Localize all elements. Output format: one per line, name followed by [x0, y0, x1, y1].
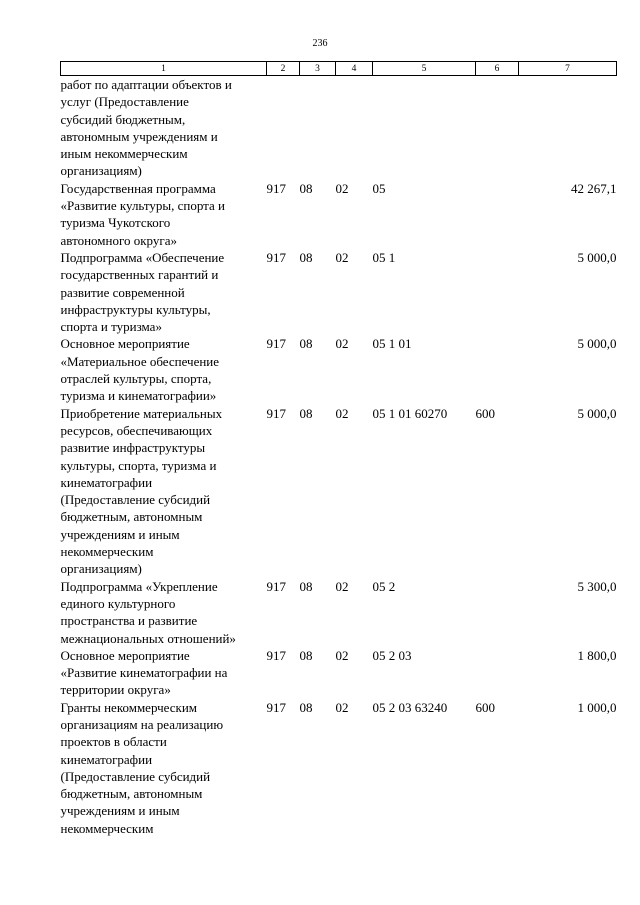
target-article-cell: 05 1 01 [372, 336, 412, 352]
subsection-code-cell: 02 [335, 249, 349, 265]
amount-cell: 5 000,0 [577, 336, 617, 352]
ministry-code-cell: 917 [266, 578, 286, 594]
row-name-cell: Подпрограмма «Укрепление единого культурного пространства и развитие межнациональных отношений» [60, 578, 236, 646]
section-code-cell: 08 [299, 647, 313, 663]
subsection-code-cell: 02 [335, 578, 349, 594]
section-code-cell [300, 76, 336, 180]
target-article-cell: 05 2 03 63240 [372, 699, 448, 715]
table-row [61, 180, 617, 249]
subsection-code-cell: 02 [335, 647, 349, 663]
section-code-cell: 08 [299, 336, 313, 352]
expense-type-cell [476, 647, 519, 699]
section-code-cell: 08 [299, 578, 313, 594]
subsection-code-cell: 02 [335, 180, 349, 196]
ministry-code-cell: 917 [266, 336, 286, 352]
table-row [61, 578, 617, 647]
target-article-cell: 05 1 01 60270 [372, 405, 448, 421]
subsection-code-cell: 02 [335, 699, 349, 715]
subsection-code-cell: 02 [335, 405, 349, 421]
target-article-cell: 05 2 [372, 578, 396, 594]
row-name-cell: Приобретение материальных ресурсов, обеспечивающих развитие инфраструктуры культуры, спорта, туризма и кинематографии (Предоставление субсидий бюджетным, автономным учреждениям и иным некоммерческим организациям) [60, 405, 223, 577]
column-number: 7 [519, 62, 617, 76]
target-article-cell: 05 2 03 [372, 647, 412, 663]
page-number: 236 [312, 38, 328, 49]
expense-type-cell: 600 [475, 699, 495, 715]
amount-cell: 5 000,0 [577, 249, 617, 265]
column-number: 1 [61, 62, 267, 76]
section-code-cell: 08 [299, 180, 313, 196]
row-name-cell: Подпрограмма «Обеспечение государственных гарантий и развитие современной инфраструктуры культуры, спорта и туризма» [60, 249, 225, 335]
ministry-code-cell: 917 [266, 249, 286, 265]
amount-cell: 5 300,0 [577, 578, 617, 594]
column-number-header [61, 62, 617, 76]
expense-type-cell [476, 335, 519, 404]
column-number: 5 [373, 62, 476, 76]
table-row [61, 249, 617, 335]
expense-type-cell [476, 578, 519, 647]
ministry-code-cell [267, 76, 300, 180]
table-row [61, 405, 617, 578]
column-number: 4 [336, 62, 373, 76]
row-name-cell: Государственная программа «Развитие культуры, спорта и туризма Чукотского автономного округа» [60, 180, 225, 248]
column-number: 6 [476, 62, 519, 76]
expense-type-cell [476, 249, 519, 335]
amount-cell: 1 800,0 [577, 647, 617, 663]
table-row [61, 699, 617, 837]
ministry-code-cell: 917 [266, 647, 286, 663]
ministry-code-cell: 917 [266, 180, 286, 196]
section-code-cell: 08 [299, 405, 313, 421]
column-number: 2 [267, 62, 300, 76]
row-name-cell: Основное мероприятие «Развитие кинематографии на территории округа» [60, 647, 228, 698]
target-article-cell [373, 76, 476, 180]
ministry-code-cell: 917 [266, 405, 286, 421]
section-code-cell: 08 [299, 249, 313, 265]
amount-cell: 1 000,0 [577, 699, 617, 715]
section-code-cell: 08 [299, 699, 313, 715]
expense-type-cell: 600 [475, 405, 495, 421]
target-article-cell: 05 1 [372, 249, 396, 265]
amount-cell: 42 267,1 [571, 180, 617, 196]
row-name-cell: Основное мероприятие «Материальное обеспечение отраслей культуры, спорта, туризма и кинематографии» [60, 336, 220, 404]
table-row [61, 335, 617, 404]
table-row [61, 647, 617, 699]
row-name-cell: Гранты некоммерческим организациям на реализацию проектов в области кинематографии (Предоставление субсидий бюджетным, автономным учреждениям и иным некоммерческим [60, 699, 224, 836]
subsection-code-cell [336, 76, 373, 180]
ministry-code-cell: 917 [266, 699, 286, 715]
expense-type-cell [476, 76, 519, 180]
amount-cell: 5 000,0 [577, 405, 617, 421]
budget-table [60, 61, 617, 837]
column-number: 3 [300, 62, 336, 76]
row-name-cell: работ по адаптации объектов и услуг (Предоставление субсидий бюджетным, автономным учреждениям и иным некоммерческим организациям) [60, 77, 232, 179]
target-article-cell: 05 [372, 180, 386, 196]
table-row [61, 76, 617, 180]
expense-type-cell [476, 180, 519, 249]
amount-cell [519, 76, 617, 180]
subsection-code-cell: 02 [335, 336, 349, 352]
